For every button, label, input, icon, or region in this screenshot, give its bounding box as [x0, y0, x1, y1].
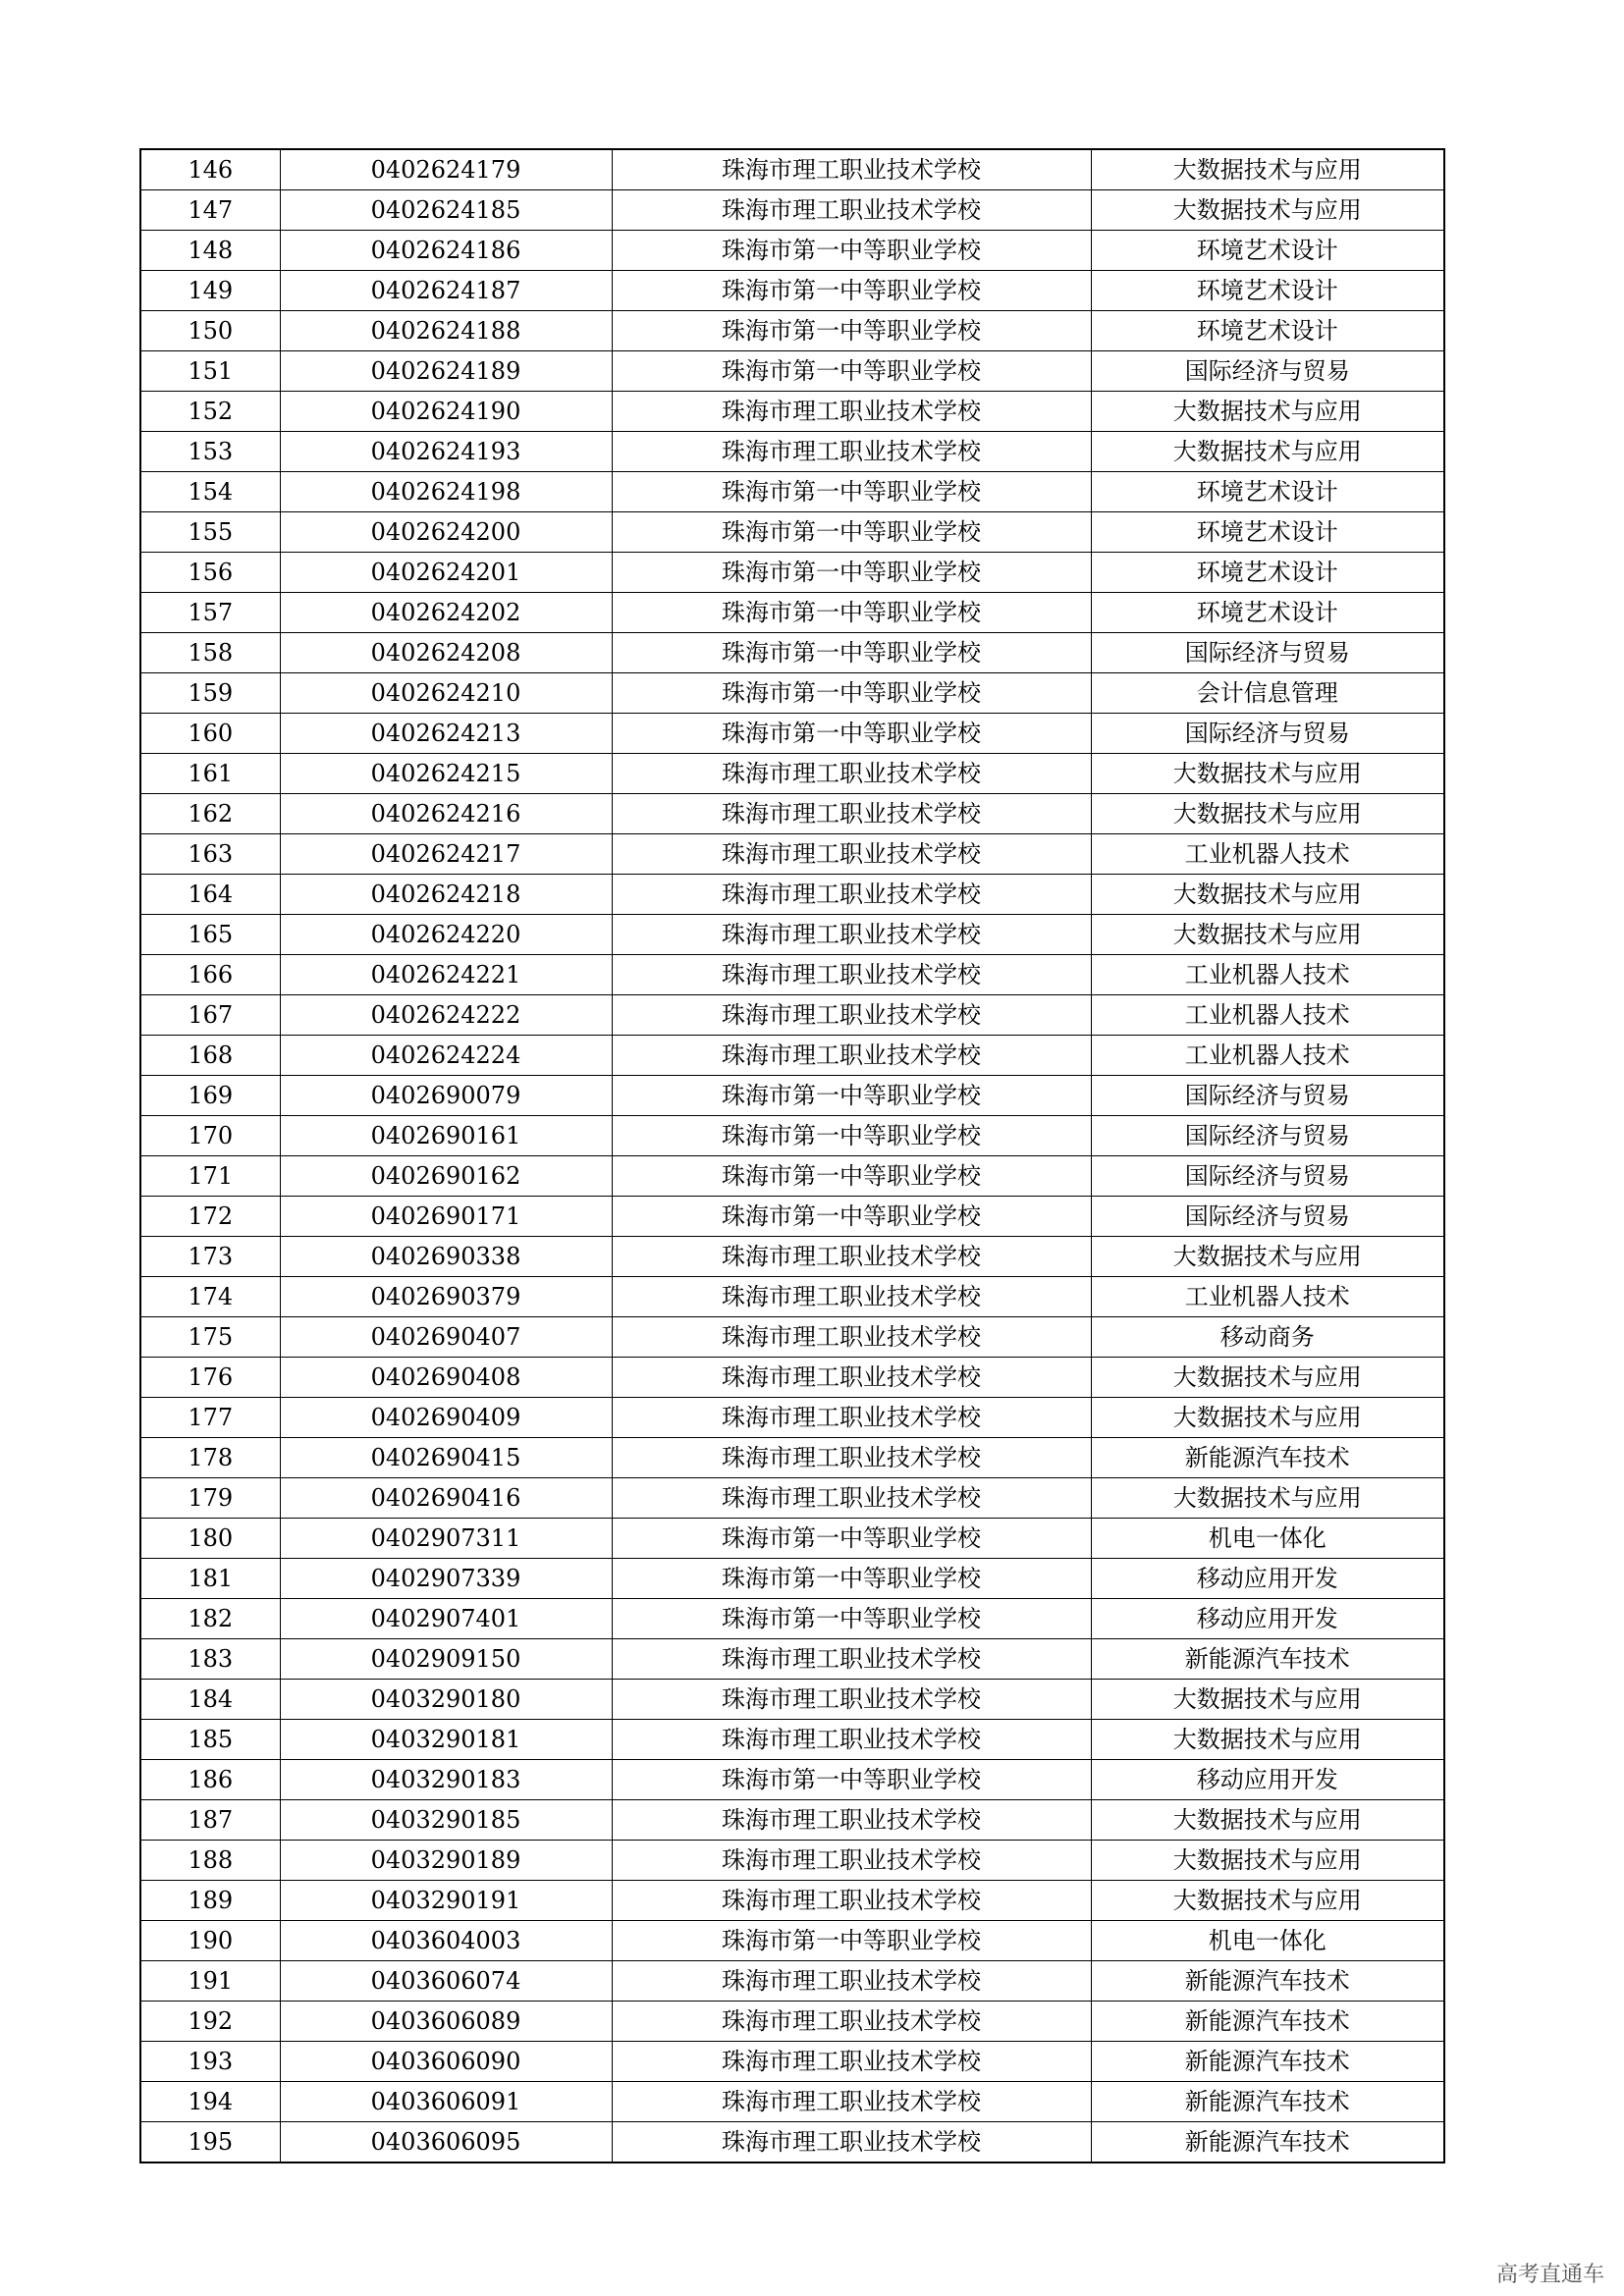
serial-number-cell: 175: [140, 1317, 280, 1358]
serial-number-cell: 182: [140, 1599, 280, 1639]
serial-number-cell: 191: [140, 1961, 280, 2002]
data-table: [139, 148, 1445, 2163]
table-row: [140, 633, 1444, 673]
candidate-number-cell: 0402690415: [280, 1438, 612, 1478]
candidate-number-cell: 0403290183: [280, 1760, 612, 1800]
major-name-cell: 工业机器人技术: [1091, 1277, 1444, 1317]
table-row: [140, 1237, 1444, 1277]
candidate-number-cell: 0402690161: [280, 1116, 612, 1156]
table-row: [140, 593, 1444, 633]
major-name-cell: 大数据技术与应用: [1091, 915, 1444, 955]
school-name-cell: 珠海市第一中等职业学校: [612, 1519, 1091, 1559]
table-row: [140, 1438, 1444, 1478]
serial-number-cell: 172: [140, 1197, 280, 1237]
major-name-cell: 环境艺术设计: [1091, 311, 1444, 351]
candidate-number-cell: 0402624215: [280, 754, 612, 794]
candidate-number-cell: 0402624213: [280, 714, 612, 754]
school-name-cell: 珠海市理工职业技术学校: [612, 1317, 1091, 1358]
school-name-cell: 珠海市理工职业技术学校: [612, 955, 1091, 995]
candidate-number-cell: 0402624217: [280, 834, 612, 875]
major-name-cell: 大数据技术与应用: [1091, 190, 1444, 231]
school-name-cell: 珠海市第一中等职业学校: [612, 1559, 1091, 1599]
school-name-cell: 珠海市第一中等职业学校: [612, 633, 1091, 673]
major-name-cell: 国际经济与贸易: [1091, 1197, 1444, 1237]
serial-number-cell: 157: [140, 593, 280, 633]
serial-number-cell: 154: [140, 472, 280, 512]
school-name-cell: 珠海市第一中等职业学校: [612, 1076, 1091, 1116]
major-name-cell: 大数据技术与应用: [1091, 754, 1444, 794]
major-name-cell: 国际经济与贸易: [1091, 351, 1444, 392]
serial-number-cell: 151: [140, 351, 280, 392]
major-name-cell: 新能源汽车技术: [1091, 2002, 1444, 2042]
major-name-cell: 环境艺术设计: [1091, 271, 1444, 311]
table-row: [140, 915, 1444, 955]
serial-number-cell: 173: [140, 1237, 280, 1277]
candidate-number-cell: 0402690162: [280, 1156, 612, 1197]
major-name-cell: 大数据技术与应用: [1091, 1800, 1444, 1841]
table-row: [140, 190, 1444, 231]
table-row: [140, 673, 1444, 714]
candidate-number-cell: 0403290191: [280, 1881, 612, 1921]
candidate-number-cell: 0402907311: [280, 1519, 612, 1559]
major-name-cell: 新能源汽车技术: [1091, 1961, 1444, 2002]
school-name-cell: 珠海市理工职业技术学校: [612, 1478, 1091, 1519]
candidate-number-cell: 0402624200: [280, 512, 612, 553]
school-name-cell: 珠海市理工职业技术学校: [612, 1277, 1091, 1317]
candidate-number-cell: 0402909150: [280, 1639, 612, 1680]
table-row: [140, 1036, 1444, 1076]
school-name-cell: 珠海市第一中等职业学校: [612, 1921, 1091, 1961]
table-row: [140, 1720, 1444, 1760]
candidate-number-cell: 0403606074: [280, 1961, 612, 2002]
serial-number-cell: 163: [140, 834, 280, 875]
major-name-cell: 大数据技术与应用: [1091, 1398, 1444, 1438]
serial-number-cell: 176: [140, 1358, 280, 1398]
candidate-number-cell: 0402624218: [280, 875, 612, 915]
serial-number-cell: 187: [140, 1800, 280, 1841]
major-name-cell: 新能源汽车技术: [1091, 1639, 1444, 1680]
serial-number-cell: 188: [140, 1841, 280, 1881]
major-name-cell: 移动应用开发: [1091, 1599, 1444, 1639]
school-name-cell: 珠海市理工职业技术学校: [612, 1961, 1091, 2002]
school-name-cell: 珠海市第一中等职业学校: [612, 553, 1091, 593]
major-name-cell: 工业机器人技术: [1091, 834, 1444, 875]
major-name-cell: 大数据技术与应用: [1091, 1841, 1444, 1881]
major-name-cell: 移动应用开发: [1091, 1760, 1444, 1800]
serial-number-cell: 179: [140, 1478, 280, 1519]
school-name-cell: 珠海市理工职业技术学校: [612, 754, 1091, 794]
table-row: [140, 1156, 1444, 1197]
school-name-cell: 珠海市理工职业技术学校: [612, 834, 1091, 875]
candidate-number-cell: 0402690416: [280, 1478, 612, 1519]
table-row: [140, 1478, 1444, 1519]
table-row: [140, 351, 1444, 392]
serial-number-cell: 184: [140, 1680, 280, 1720]
serial-number-cell: 166: [140, 955, 280, 995]
candidate-number-cell: 0402690338: [280, 1237, 612, 1277]
major-name-cell: 新能源汽车技术: [1091, 1438, 1444, 1478]
major-name-cell: 大数据技术与应用: [1091, 875, 1444, 915]
school-name-cell: 珠海市理工职业技术学校: [612, 1680, 1091, 1720]
candidate-number-cell: 0402624193: [280, 432, 612, 472]
school-name-cell: 珠海市第一中等职业学校: [612, 1197, 1091, 1237]
serial-number-cell: 153: [140, 432, 280, 472]
school-name-cell: 珠海市理工职业技术学校: [612, 1438, 1091, 1478]
serial-number-cell: 147: [140, 190, 280, 231]
school-name-cell: 珠海市第一中等职业学校: [612, 271, 1091, 311]
serial-number-cell: 149: [140, 271, 280, 311]
table-row: [140, 1277, 1444, 1317]
table-row: [140, 1760, 1444, 1800]
candidate-number-cell: 0402624187: [280, 271, 612, 311]
school-name-cell: 珠海市理工职业技术学校: [612, 1358, 1091, 1398]
table-row: [140, 1800, 1444, 1841]
school-name-cell: 珠海市第一中等职业学校: [612, 1156, 1091, 1197]
candidate-number-cell: 0403606090: [280, 2042, 612, 2082]
serial-number-cell: 159: [140, 673, 280, 714]
serial-number-cell: 177: [140, 1398, 280, 1438]
serial-number-cell: 170: [140, 1116, 280, 1156]
major-name-cell: 环境艺术设计: [1091, 593, 1444, 633]
serial-number-cell: 164: [140, 875, 280, 915]
candidate-number-cell: 0403606095: [280, 2122, 612, 2163]
serial-number-cell: 169: [140, 1076, 280, 1116]
table-row: [140, 2002, 1444, 2042]
table-row: [140, 875, 1444, 915]
serial-number-cell: 158: [140, 633, 280, 673]
table-row: [140, 271, 1444, 311]
major-name-cell: 新能源汽车技术: [1091, 2122, 1444, 2163]
school-name-cell: 珠海市理工职业技术学校: [612, 1800, 1091, 1841]
major-name-cell: 大数据技术与应用: [1091, 1680, 1444, 1720]
candidate-number-cell: 0402624222: [280, 995, 612, 1036]
major-name-cell: 大数据技术与应用: [1091, 432, 1444, 472]
candidate-number-cell: 0402907401: [280, 1599, 612, 1639]
table-row: [140, 1680, 1444, 1720]
school-name-cell: 珠海市理工职业技术学校: [612, 1639, 1091, 1680]
serial-number-cell: 168: [140, 1036, 280, 1076]
table-row: [140, 714, 1444, 754]
major-name-cell: 大数据技术与应用: [1091, 1478, 1444, 1519]
serial-number-cell: 190: [140, 1921, 280, 1961]
candidate-number-cell: 0403606089: [280, 2002, 612, 2042]
serial-number-cell: 152: [140, 392, 280, 432]
candidate-number-cell: 0402624179: [280, 149, 612, 190]
serial-number-cell: 189: [140, 1881, 280, 1921]
serial-number-cell: 146: [140, 149, 280, 190]
school-name-cell: 珠海市第一中等职业学校: [612, 1116, 1091, 1156]
serial-number-cell: 162: [140, 794, 280, 834]
major-name-cell: 大数据技术与应用: [1091, 149, 1444, 190]
candidate-number-cell: 0402624188: [280, 311, 612, 351]
school-name-cell: 珠海市理工职业技术学校: [612, 875, 1091, 915]
serial-number-cell: 186: [140, 1760, 280, 1800]
candidate-number-cell: 0402690079: [280, 1076, 612, 1116]
school-name-cell: 珠海市第一中等职业学校: [612, 351, 1091, 392]
table-row: [140, 1559, 1444, 1599]
table-row: [140, 432, 1444, 472]
table-row: [140, 1599, 1444, 1639]
major-name-cell: 大数据技术与应用: [1091, 1881, 1444, 1921]
table-row: [140, 754, 1444, 794]
serial-number-cell: 178: [140, 1438, 280, 1478]
table-row: [140, 553, 1444, 593]
school-name-cell: 珠海市理工职业技术学校: [612, 392, 1091, 432]
candidate-number-cell: 0402624220: [280, 915, 612, 955]
candidate-number-cell: 0402624202: [280, 593, 612, 633]
major-name-cell: 大数据技术与应用: [1091, 1358, 1444, 1398]
school-name-cell: 珠海市理工职业技术学校: [612, 1841, 1091, 1881]
major-name-cell: 大数据技术与应用: [1091, 794, 1444, 834]
school-name-cell: 珠海市理工职业技术学校: [612, 1237, 1091, 1277]
school-name-cell: 珠海市理工职业技术学校: [612, 794, 1091, 834]
table-row: [140, 392, 1444, 432]
table-row: [140, 1358, 1444, 1398]
major-name-cell: 移动商务: [1091, 1317, 1444, 1358]
table-row: [140, 311, 1444, 351]
table-row: [140, 794, 1444, 834]
candidate-number-cell: 0402690171: [280, 1197, 612, 1237]
major-name-cell: 国际经济与贸易: [1091, 1076, 1444, 1116]
serial-number-cell: 194: [140, 2082, 280, 2122]
serial-number-cell: 174: [140, 1277, 280, 1317]
candidate-number-cell: 0403290181: [280, 1720, 612, 1760]
major-name-cell: 大数据技术与应用: [1091, 392, 1444, 432]
school-name-cell: 珠海市理工职业技术学校: [612, 1036, 1091, 1076]
school-name-cell: 珠海市第一中等职业学校: [612, 512, 1091, 553]
school-name-cell: 珠海市理工职业技术学校: [612, 915, 1091, 955]
major-name-cell: 大数据技术与应用: [1091, 1237, 1444, 1277]
major-name-cell: 环境艺术设计: [1091, 512, 1444, 553]
candidate-number-cell: 0402624208: [280, 633, 612, 673]
table-row: [140, 1961, 1444, 2002]
candidate-number-cell: 0402690409: [280, 1398, 612, 1438]
school-name-cell: 珠海市第一中等职业学校: [612, 1599, 1091, 1639]
school-name-cell: 珠海市理工职业技术学校: [612, 2082, 1091, 2122]
school-name-cell: 珠海市第一中等职业学校: [612, 1760, 1091, 1800]
serial-number-cell: 155: [140, 512, 280, 553]
table-body: [140, 149, 1444, 2163]
school-name-cell: 珠海市第一中等职业学校: [612, 231, 1091, 271]
serial-number-cell: 167: [140, 995, 280, 1036]
candidate-number-cell: 0402690379: [280, 1277, 612, 1317]
table-row: [140, 995, 1444, 1036]
serial-number-cell: 148: [140, 231, 280, 271]
candidate-number-cell: 0402624216: [280, 794, 612, 834]
serial-number-cell: 150: [140, 311, 280, 351]
serial-number-cell: 193: [140, 2042, 280, 2082]
school-name-cell: 珠海市理工职业技术学校: [612, 1881, 1091, 1921]
school-name-cell: 珠海市第一中等职业学校: [612, 472, 1091, 512]
table-row: [140, 2122, 1444, 2163]
major-name-cell: 国际经济与贸易: [1091, 1156, 1444, 1197]
serial-number-cell: 185: [140, 1720, 280, 1760]
candidate-number-cell: 0402690408: [280, 1358, 612, 1398]
table-row: [140, 2042, 1444, 2082]
major-name-cell: 移动应用开发: [1091, 1559, 1444, 1599]
serial-number-cell: 165: [140, 915, 280, 955]
school-name-cell: 珠海市理工职业技术学校: [612, 2002, 1091, 2042]
table-row: [140, 1076, 1444, 1116]
table-row: [140, 1519, 1444, 1559]
admission-list-table: [139, 148, 1443, 2163]
candidate-number-cell: 0402624185: [280, 190, 612, 231]
school-name-cell: 珠海市第一中等职业学校: [612, 311, 1091, 351]
candidate-number-cell: 0403604003: [280, 1921, 612, 1961]
serial-number-cell: 156: [140, 553, 280, 593]
major-name-cell: 会计信息管理: [1091, 673, 1444, 714]
table-row: [140, 512, 1444, 553]
school-name-cell: 珠海市第一中等职业学校: [612, 593, 1091, 633]
candidate-number-cell: 0402907339: [280, 1559, 612, 1599]
table-row: [140, 1639, 1444, 1680]
candidate-number-cell: 0402624186: [280, 231, 612, 271]
table-row: [140, 472, 1444, 512]
major-name-cell: 工业机器人技术: [1091, 995, 1444, 1036]
serial-number-cell: 183: [140, 1639, 280, 1680]
table-row: [140, 955, 1444, 995]
serial-number-cell: 181: [140, 1559, 280, 1599]
table-row: [140, 149, 1444, 190]
major-name-cell: 工业机器人技术: [1091, 1036, 1444, 1076]
major-name-cell: 国际经济与贸易: [1091, 1116, 1444, 1156]
candidate-number-cell: 0402690407: [280, 1317, 612, 1358]
school-name-cell: 珠海市理工职业技术学校: [612, 2042, 1091, 2082]
school-name-cell: 珠海市第一中等职业学校: [612, 714, 1091, 754]
serial-number-cell: 180: [140, 1519, 280, 1559]
serial-number-cell: 192: [140, 2002, 280, 2042]
candidate-number-cell: 0402624201: [280, 553, 612, 593]
candidate-number-cell: 0403606091: [280, 2082, 612, 2122]
school-name-cell: 珠海市理工职业技术学校: [612, 1398, 1091, 1438]
serial-number-cell: 195: [140, 2122, 280, 2163]
candidate-number-cell: 0402624221: [280, 955, 612, 995]
candidate-number-cell: 0402624224: [280, 1036, 612, 1076]
table-row: [140, 1116, 1444, 1156]
watermark: 高考直通车: [1495, 2263, 1604, 2287]
table-row: [140, 1841, 1444, 1881]
serial-number-cell: 161: [140, 754, 280, 794]
major-name-cell: 大数据技术与应用: [1091, 1720, 1444, 1760]
table-row: [140, 1317, 1444, 1358]
major-name-cell: 新能源汽车技术: [1091, 2082, 1444, 2122]
table-row: [140, 1197, 1444, 1237]
major-name-cell: 机电一体化: [1091, 1519, 1444, 1559]
major-name-cell: 新能源汽车技术: [1091, 2042, 1444, 2082]
major-name-cell: 环境艺术设计: [1091, 231, 1444, 271]
table-row: [140, 1921, 1444, 1961]
candidate-number-cell: 0402624198: [280, 472, 612, 512]
school-name-cell: 珠海市理工职业技术学校: [612, 1720, 1091, 1760]
school-name-cell: 珠海市理工职业技术学校: [612, 995, 1091, 1036]
table-row: [140, 834, 1444, 875]
major-name-cell: 环境艺术设计: [1091, 553, 1444, 593]
table-row: [140, 2082, 1444, 2122]
table-row: [140, 231, 1444, 271]
candidate-number-cell: 0402624190: [280, 392, 612, 432]
major-name-cell: 工业机器人技术: [1091, 955, 1444, 995]
major-name-cell: 机电一体化: [1091, 1921, 1444, 1961]
table-row: [140, 1398, 1444, 1438]
candidate-number-cell: 0402624210: [280, 673, 612, 714]
major-name-cell: 国际经济与贸易: [1091, 714, 1444, 754]
school-name-cell: 珠海市理工职业技术学校: [612, 190, 1091, 231]
candidate-number-cell: 0403290185: [280, 1800, 612, 1841]
major-name-cell: 国际经济与贸易: [1091, 633, 1444, 673]
serial-number-cell: 171: [140, 1156, 280, 1197]
school-name-cell: 珠海市理工职业技术学校: [612, 2122, 1091, 2163]
school-name-cell: 珠海市第一中等职业学校: [612, 673, 1091, 714]
major-name-cell: 环境艺术设计: [1091, 472, 1444, 512]
candidate-number-cell: 0403290180: [280, 1680, 612, 1720]
school-name-cell: 珠海市理工职业技术学校: [612, 149, 1091, 190]
school-name-cell: 珠海市理工职业技术学校: [612, 432, 1091, 472]
serial-number-cell: 160: [140, 714, 280, 754]
candidate-number-cell: 0403290189: [280, 1841, 612, 1881]
candidate-number-cell: 0402624189: [280, 351, 612, 392]
table-row: [140, 1881, 1444, 1921]
